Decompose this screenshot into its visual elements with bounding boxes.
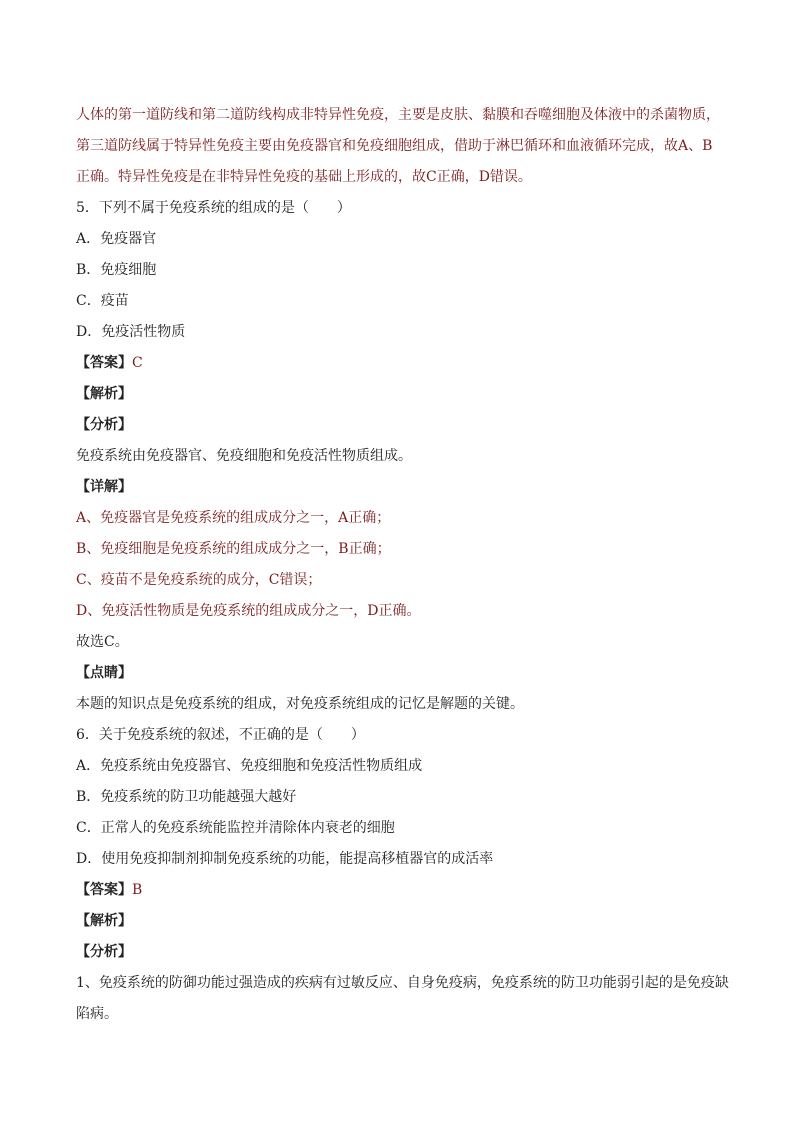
fenxi-label: 【分析】 (76, 944, 132, 960)
jiexi-label: 【解析】 (76, 913, 132, 929)
xiangjie-line: B、免疫细胞是免疫系统的组成成分之一，B正确； (76, 541, 391, 557)
answer-value: B (132, 882, 143, 898)
question-stem: 5．下列不属于免疫系统的组成的是（ ） (76, 200, 351, 216)
answer-line (76, 875, 726, 906)
question-stem: 6．关于免疫系统的叙述，不正确的是（ ） (76, 727, 365, 743)
option-b: B．免疫系统的防卫功能越强大越好 (76, 789, 297, 805)
xiangjie-label: 【详解】 (76, 479, 132, 495)
dianjing-label: 【点睛】 (76, 665, 132, 681)
fenxi-label: 【分析】 (76, 417, 132, 433)
conclusion: 故选C。 (76, 634, 129, 650)
document-page (76, 100, 729, 1030)
option-a: A．免疫器官 (76, 231, 157, 247)
option-b: B．免疫细胞 (76, 262, 157, 278)
intro-line: 正确。特异性免疫是在非特异性免疫的基础上形成的，故C正确，D错误。 (76, 169, 532, 185)
fenxi-line: 1、免疫系统的防御功能过强造成的疾病有过敏反应、自身免疫病，免疫系统的防卫功能弱引起的是免疫缺 (76, 975, 729, 991)
option-d: D．免疫活性物质 (76, 324, 186, 340)
option-a: A．免疫系统由免疫器官、免疫细胞和免疫活性物质组成 (76, 758, 423, 774)
intro-line: 第三道防线属于特异性免疫主要由免疫器官和免疫细胞组成，借助于淋巴循环和血液循环完成，故A、B (76, 138, 713, 154)
fenxi-text: 免疫系统由免疫器官、免疫细胞和免疫活性物质组成。 (76, 448, 412, 464)
xiangjie-line: A、免疫器官是免疫系统的组成成分之一，A正确； (76, 510, 391, 526)
answer-label: 【答案】 (76, 882, 132, 898)
answer-value: C (132, 355, 143, 371)
dianjing-text: 本题的知识点是免疫系统的组成，对免疫系统组成的记忆是解题的关键。 (76, 696, 524, 712)
jiexi-label: 【解析】 (76, 386, 132, 402)
xiangjie-line: D、免疫活性物质是免疫系统的组成成分之一，D正确。 (76, 603, 421, 619)
option-d: D．使用免疫抑制剂抑制免疫系统的功能，能提高移植器官的成活率 (76, 851, 494, 867)
xiangjie-line: C、疫苗不是免疫系统的成分，C错误； (76, 572, 322, 588)
answer-line (76, 348, 726, 379)
answer-label: 【答案】 (76, 355, 132, 371)
question-6 (76, 720, 729, 1030)
intro-explanation (76, 100, 726, 193)
option-c: C．疫苗 (76, 293, 129, 309)
fenxi-line: 陷病。 (76, 1006, 118, 1022)
question-5 (76, 193, 726, 720)
intro-line: 人体的第一道防线和第二道防线构成非特异性免疫，主要是皮肤、黏膜和吞噬细胞及体液中的杀菌物质， (76, 107, 720, 123)
option-c: C．正常人的免疫系统能监控并清除体内衰老的细胞 (76, 820, 395, 836)
